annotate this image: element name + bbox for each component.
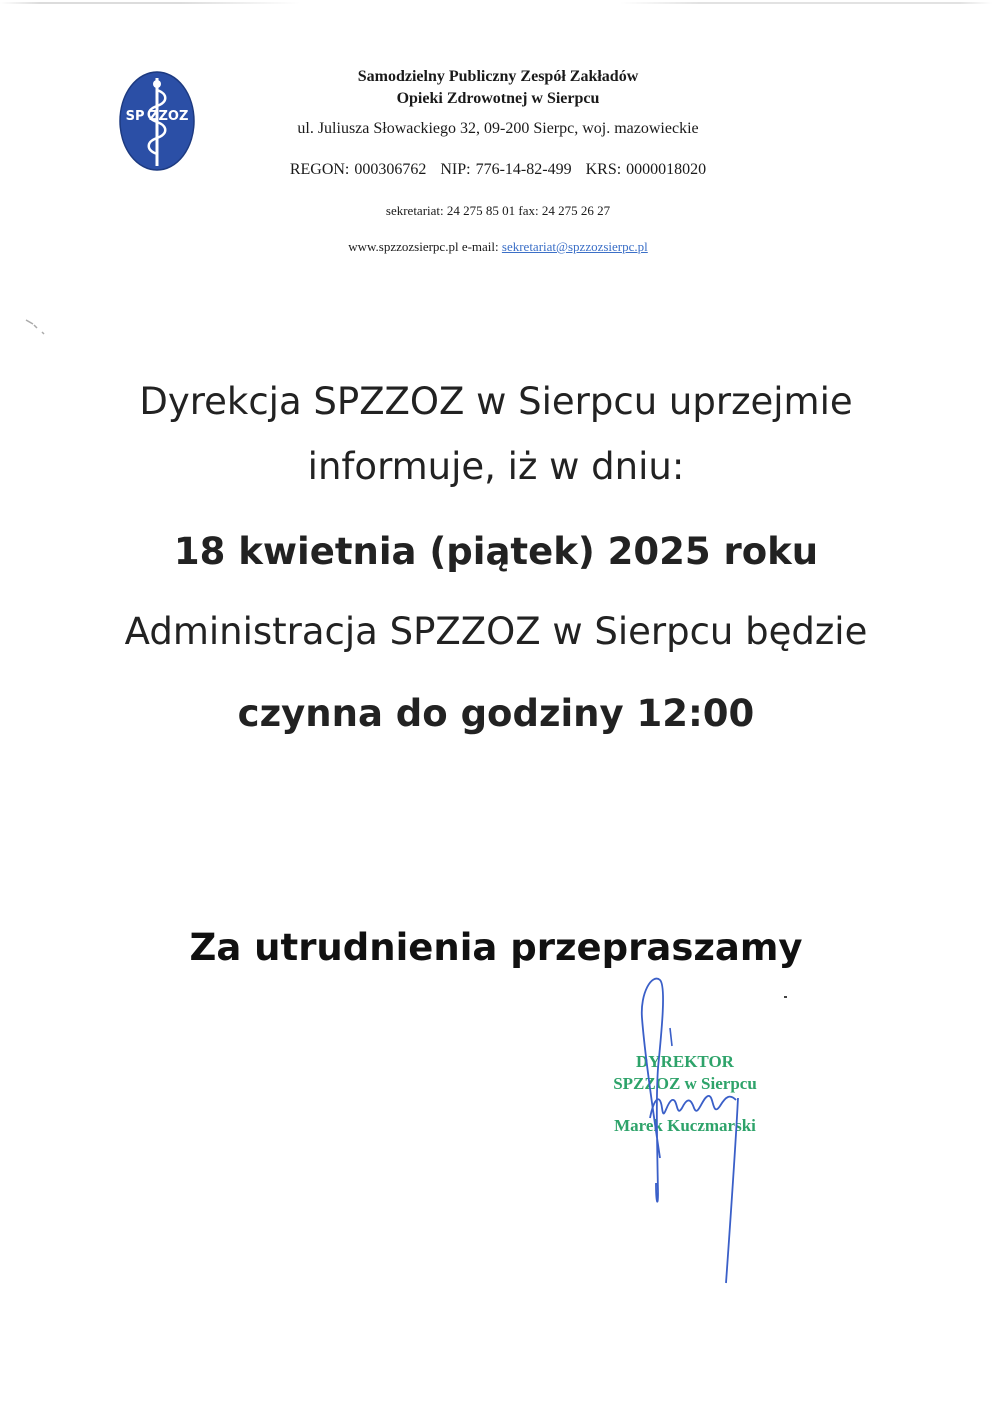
notice-hours: czynna do godziny 12:00	[237, 692, 755, 735]
director-signature	[590, 968, 790, 1288]
stamp-name: Marek Kuczmarski	[614, 1116, 756, 1135]
phone-fax: sekretariat: 24 275 85 01 fax: 24 275 26 27	[385, 203, 611, 218]
org-name-line2: Opieki Zdrowotnej w Sierpcu	[396, 90, 600, 107]
notice-line1: Dyrekcja SPZZOZ w Sierpcu uprzejmie	[139, 380, 853, 423]
email-label: e-mail:	[461, 239, 499, 254]
web-contact	[240, 239, 756, 255]
notice-apology: Za utrudnienia przepraszamy	[189, 926, 803, 969]
stamp-title: DYREKTOR	[636, 1052, 734, 1071]
notice-line4: Administracja SPZZOZ w Sierpcu będzie	[124, 610, 868, 653]
notice-date: 18 kwietnia (piątek) 2025 roku	[173, 530, 819, 573]
scan-edge-line	[0, 2, 992, 4]
regon: REGON: 000306762	[289, 161, 427, 178]
spzzoz-logo	[118, 70, 196, 172]
notice-line2: informuje, iż w dniu:	[307, 445, 685, 488]
scan-artifact	[24, 316, 50, 338]
svg-text:SP ZZOZ: SP ZZOZ	[125, 109, 189, 124]
org-name	[240, 66, 756, 110]
org-address: ul. Juliusza Słowackiego 32, 09-200 Sierpc, woj. mazowieckie	[297, 120, 699, 137]
stamp-unit: SPZZOZ w Sierpcu	[613, 1074, 757, 1093]
website-link[interactable]: www.spzzozsierpc.pl	[348, 239, 459, 254]
nip: NIP: 776-14-82-499	[440, 161, 572, 178]
krs: KRS: 0000018020	[585, 161, 707, 178]
email-link[interactable]: sekretariat@spzzozsierpc.pl	[501, 239, 648, 254]
org-name-line1: Samodzielny Publiczny Zespół Zakładów	[357, 68, 639, 85]
org-identifiers	[240, 161, 756, 179]
